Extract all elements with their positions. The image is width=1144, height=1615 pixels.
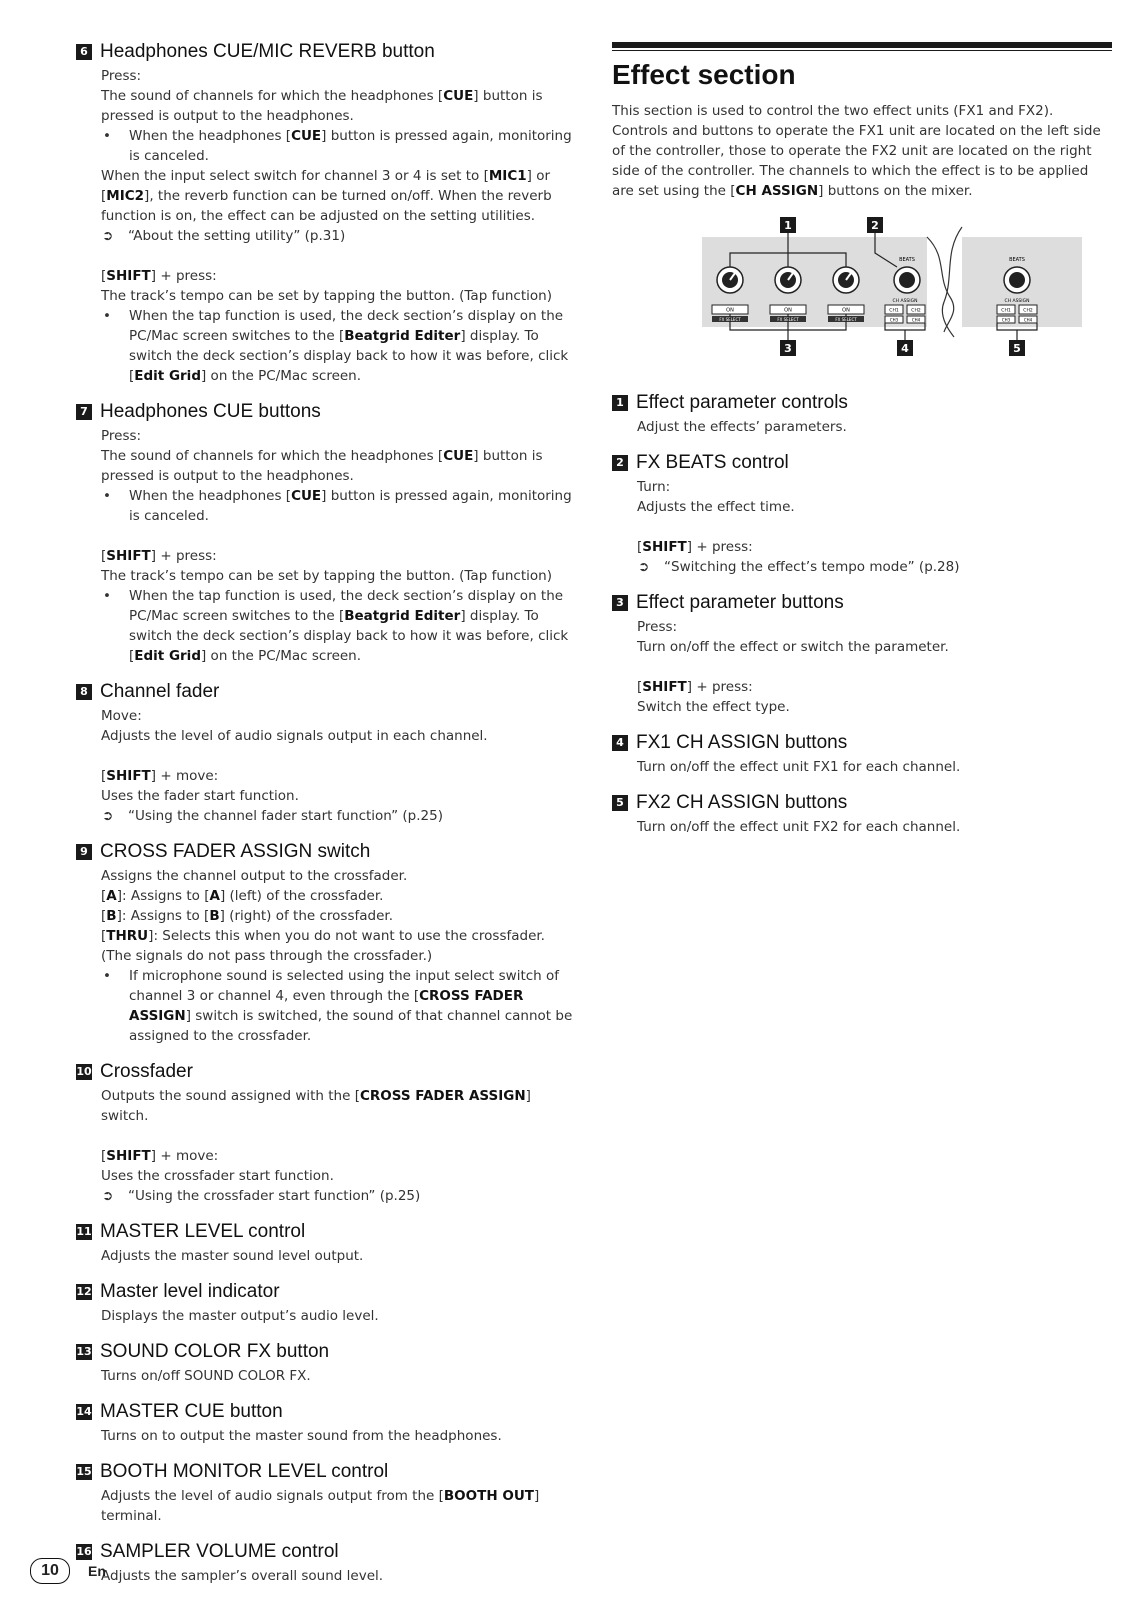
svg-text:ON: ON — [842, 307, 850, 314]
body-text: [SHIFT] + move: — [101, 768, 219, 784]
entry-title: Master level indicator — [100, 1281, 280, 1302]
entry-body — [612, 417, 1112, 437]
bullet-text: If microphone sound is selected using the input select switch of channel 3 or channel 4, even through the [CROSS FADER ASSIGN] switch is switched, the sound of that channel cannot be assigned to the crossfader. — [129, 968, 573, 1044]
svg-text:FX SELECT: FX SELECT — [719, 317, 741, 322]
entry-number-badge: 14 — [76, 1405, 92, 1418]
bullet-item — [101, 966, 576, 1046]
svg-text:CH2: CH2 — [1023, 308, 1033, 314]
callout-4 — [897, 340, 913, 356]
entry-body — [612, 817, 1112, 837]
body-text: Move: — [101, 708, 142, 724]
fx-param-knob-1 — [717, 267, 743, 293]
entry-6 — [76, 40, 576, 386]
body-text: The track’s tempo can be set by tapping the button. (Tap function) — [101, 568, 552, 584]
bullet-icon: • — [103, 308, 111, 324]
entry-heading — [76, 680, 576, 704]
svg-text:CH4: CH4 — [911, 317, 921, 323]
entry-title: CROSS FADER ASSIGN switch — [100, 841, 371, 862]
entry-title: FX1 CH ASSIGN buttons — [636, 732, 848, 753]
svg-text:CH1: CH1 — [889, 308, 899, 314]
entry-body — [76, 1086, 576, 1206]
entry-heading — [76, 1220, 576, 1244]
body-text: [THRU]: Selects this when you do not want to use the crossfader. (The signals do not pass through the crossfader.) — [101, 928, 545, 964]
svg-text:4: 4 — [901, 342, 909, 355]
reference-arrow-icon: ➲ — [638, 559, 650, 575]
body-text: Turns on/off SOUND COLOR FX. — [101, 1368, 311, 1384]
spacer — [101, 746, 576, 766]
bullet-icon: • — [103, 128, 111, 144]
body-text: Adjust the effects’ parameters. — [637, 419, 847, 435]
reference-arrow-icon: ➲ — [102, 228, 114, 244]
entry-heading — [76, 1540, 576, 1564]
entry-9 — [76, 840, 576, 1046]
entry-number-badge: 4 — [612, 735, 628, 751]
fx-param-knob-2 — [775, 267, 801, 293]
bullet-icon: • — [103, 588, 111, 604]
body-text: Press: — [637, 619, 678, 635]
body-text: Turn: — [637, 479, 671, 495]
entry-body — [612, 477, 1112, 577]
entry-title: Channel fader — [100, 681, 220, 702]
spacer — [637, 517, 1112, 537]
entry-body — [76, 1366, 576, 1386]
entry-number-badge: 9 — [76, 844, 92, 860]
bullet-icon: • — [103, 488, 111, 504]
body-text: The sound of channels for which the headphones [CUE] button is pressed is output to the headphones. — [101, 88, 543, 124]
fx-beats-knob-1 — [894, 267, 920, 293]
entry-body — [76, 866, 576, 1046]
body-text: [SHIFT] + move: — [101, 1148, 219, 1164]
entry-title: SAMPLER VOLUME control — [100, 1541, 339, 1562]
entry-title: Headphones CUE buttons — [100, 401, 321, 422]
entry-heading — [76, 40, 576, 64]
controller-illustration — [682, 217, 1102, 357]
entry-16 — [76, 1540, 576, 1586]
section-rule-thick — [612, 42, 1112, 48]
entry-4 — [612, 731, 1112, 777]
fx-param-knob-3 — [833, 267, 859, 293]
svg-text:5: 5 — [1013, 342, 1021, 355]
reference-text: “Using the crossfader start function” (p.25) — [128, 1188, 421, 1204]
entry-body — [76, 1306, 576, 1326]
entry-15 — [76, 1460, 576, 1526]
body-text: Press: — [101, 428, 142, 444]
svg-text:CH3: CH3 — [889, 317, 899, 323]
body-text: Switch the effect type. — [637, 699, 790, 715]
entry-body — [76, 1426, 576, 1446]
entry-heading — [612, 591, 1112, 615]
callout-1 — [780, 217, 796, 233]
body-text: Adjusts the master sound level output. — [101, 1248, 364, 1264]
svg-text:ON: ON — [726, 307, 734, 314]
cross-reference — [101, 806, 576, 826]
body-text: When the input select switch for channel 3 or 4 is set to [MIC1] or [MIC2], the reverb function can be turned on/off. When the reverb function is on, the effect can be adjusted on the setting utilities. — [101, 168, 552, 224]
body-text: [SHIFT] + press: — [637, 679, 753, 695]
entry-title: MASTER LEVEL control — [100, 1221, 306, 1242]
section-rule-thin — [612, 50, 1112, 51]
entry-heading — [76, 840, 576, 864]
entry-heading — [76, 400, 576, 424]
bullet-item — [101, 306, 576, 386]
entry-3 — [612, 591, 1112, 717]
entry-body — [76, 1486, 576, 1526]
entry-number-badge: 12 — [76, 1285, 92, 1298]
entry-10 — [76, 1060, 576, 1206]
entry-heading — [76, 1400, 576, 1424]
body-text: [SHIFT] + press: — [101, 548, 217, 564]
spacer — [101, 1126, 576, 1146]
svg-text:ON: ON — [784, 307, 792, 314]
entry-title: SOUND COLOR FX button — [100, 1341, 330, 1362]
language-label: En — [88, 1563, 106, 1579]
svg-text:CH ASSIGN: CH ASSIGN — [1004, 299, 1030, 304]
spacer — [637, 657, 1112, 677]
entry-heading — [612, 731, 1112, 755]
svg-text:CH3: CH3 — [1001, 317, 1011, 323]
body-text: Press: — [101, 68, 142, 84]
entry-number-badge: 6 — [76, 44, 92, 60]
entry-number-badge: 2 — [612, 455, 628, 471]
entry-body — [76, 706, 576, 826]
entry-body — [76, 1566, 576, 1586]
reference-text: “Using the channel fader start function” (p.25) — [128, 808, 443, 824]
entry-number-badge: 3 — [612, 595, 628, 611]
svg-text:3: 3 — [784, 342, 792, 355]
entry-body — [612, 617, 1112, 717]
callout-2 — [867, 217, 883, 233]
effect-controls-diagram — [682, 217, 1102, 357]
body-text: Turn on/off the effect or switch the parameter. — [637, 639, 949, 655]
cross-reference — [101, 226, 576, 246]
bullet-text: When the headphones [CUE] button is pressed again, monitoring is canceled. — [129, 488, 572, 524]
svg-text:1: 1 — [784, 219, 792, 232]
cross-reference — [637, 557, 1112, 577]
entry-8 — [76, 680, 576, 826]
body-text: [SHIFT] + press: — [101, 268, 217, 284]
section-title: Effect section — [612, 59, 796, 90]
body-text: [B]: Assigns to [B] (right) of the crossfader. — [101, 908, 393, 924]
body-text: Outputs the sound assigned with the [CROSS FADER ASSIGN] switch. — [101, 1088, 531, 1124]
entry-14 — [76, 1400, 576, 1446]
body-text: Adjusts the level of audio signals output from the [BOOTH OUT] terminal. — [101, 1488, 540, 1524]
entry-heading — [76, 1460, 576, 1484]
entry-title: Crossfader — [100, 1061, 193, 1082]
entry-title: Effect parameter controls — [636, 392, 848, 413]
section-intro: This section is used to control the two effect units (FX1 and FX2). Controls and buttons to operate the FX1 unit are located on the left side of the controller, those to operate the FX2 unit are located on the right side of the controller. The channels to which the effect is to be applied are set using the [CH ASSIGN] buttons on the mixer. — [612, 103, 1101, 199]
body-text: Displays the master output’s audio level. — [101, 1308, 379, 1324]
bullet-item — [101, 586, 576, 666]
bullet-text: When the tap function is used, the deck section’s display on the PC/Mac screen switches to the [Beatgrid Editer] display. To switch the deck section’s display back to how it was before, click [Edit Grid] on the PC/Mac screen. — [129, 588, 569, 664]
entry-title: Headphones CUE/MIC REVERB button — [100, 41, 435, 62]
fx-beats-knob-2 — [1004, 267, 1030, 293]
entry-number-badge: 5 — [612, 795, 628, 811]
right-column — [612, 40, 1112, 851]
bullet-item — [101, 126, 576, 166]
svg-text:2: 2 — [871, 219, 879, 232]
reference-text: “About the setting utility” (p.31) — [128, 228, 346, 244]
callout-5 — [1009, 340, 1025, 356]
entry-body — [76, 1246, 576, 1266]
entry-5 — [612, 791, 1112, 837]
entry-7 — [76, 400, 576, 666]
entry-heading — [612, 791, 1112, 815]
entry-number-badge: 1 — [612, 395, 628, 411]
body-text: The track’s tempo can be set by tapping the button. (Tap function) — [101, 288, 552, 304]
entry-number-badge: 15 — [76, 1465, 92, 1478]
body-text: Turn on/off the effect unit FX1 for each channel. — [637, 759, 961, 775]
svg-text:CH1: CH1 — [1001, 308, 1011, 314]
entry-title: BOOTH MONITOR LEVEL control — [100, 1461, 389, 1482]
body-text: [SHIFT] + press: — [637, 539, 753, 555]
svg-text:FX SELECT: FX SELECT — [777, 317, 799, 322]
body-text: Uses the crossfader start function. — [101, 1168, 334, 1184]
entry-number-badge: 10 — [76, 1065, 92, 1078]
body-text: Assigns the channel output to the crossfader. — [101, 868, 408, 884]
body-text: Adjusts the effect time. — [637, 499, 795, 515]
bullet-text: When the tap function is used, the deck section’s display on the PC/Mac screen switches to the [Beatgrid Editer] display. To switch the deck section’s display back to how it was before, click [Edit Grid] on the PC/Mac screen. — [129, 308, 569, 384]
entry-11 — [76, 1220, 576, 1266]
left-column — [76, 40, 576, 1600]
body-text: [A]: Assigns to [A] (left) of the crossfader. — [101, 888, 384, 904]
reference-arrow-icon: ➲ — [102, 1188, 114, 1204]
entry-2 — [612, 451, 1112, 577]
entry-number-badge: 7 — [76, 404, 92, 420]
entry-title: FX2 CH ASSIGN buttons — [636, 792, 848, 813]
entry-12 — [76, 1280, 576, 1326]
entry-heading — [612, 451, 1112, 475]
entry-body — [612, 757, 1112, 777]
right-entries — [612, 391, 1112, 837]
entry-title: MASTER CUE button — [100, 1401, 283, 1422]
entry-title: FX BEATS control — [636, 452, 789, 473]
entry-heading — [76, 1280, 576, 1304]
entry-heading — [612, 391, 1112, 415]
body-text: Turn on/off the effect unit FX2 for each channel. — [637, 819, 961, 835]
svg-text:BEATS: BEATS — [899, 257, 915, 263]
entry-body — [76, 426, 576, 666]
entry-heading — [76, 1060, 576, 1084]
entry-13 — [76, 1340, 576, 1386]
page-number: 10 — [30, 1558, 70, 1584]
bullet-item — [101, 486, 576, 526]
entry-body — [76, 66, 576, 386]
body-text: Adjusts the sampler’s overall sound level. — [101, 1568, 384, 1584]
entry-title: Effect parameter buttons — [636, 592, 844, 613]
entry-number-badge: 8 — [76, 684, 92, 700]
body-text: Adjusts the level of audio signals output in each channel. — [101, 728, 488, 744]
spacer — [101, 526, 576, 546]
body-text: Turns on to output the master sound from the headphones. — [101, 1428, 502, 1444]
svg-text:CH2: CH2 — [911, 308, 921, 314]
svg-text:FX SELECT: FX SELECT — [835, 317, 857, 322]
entry-number-badge: 11 — [76, 1225, 92, 1238]
bullet-icon: • — [103, 968, 111, 984]
bullet-text: When the headphones [CUE] button is pressed again, monitoring is canceled. — [129, 128, 572, 164]
svg-text:CH4: CH4 — [1023, 317, 1033, 323]
svg-text:CH ASSIGN: CH ASSIGN — [892, 299, 918, 304]
page-footer — [30, 1558, 106, 1584]
callout-3 — [780, 340, 796, 356]
entry-1 — [612, 391, 1112, 437]
entry-number-badge: 16 — [76, 1545, 92, 1558]
reference-text: “Switching the effect’s tempo mode” (p.28) — [664, 559, 960, 575]
spacer — [101, 246, 576, 266]
entry-heading — [76, 1340, 576, 1364]
body-text: Uses the fader start function. — [101, 788, 299, 804]
entry-number-badge: 13 — [76, 1345, 92, 1358]
reference-arrow-icon: ➲ — [102, 808, 114, 824]
svg-text:BEATS: BEATS — [1009, 257, 1025, 263]
cross-reference — [101, 1186, 576, 1206]
body-text: The sound of channels for which the headphones [CUE] button is pressed is output to the headphones. — [101, 448, 543, 484]
